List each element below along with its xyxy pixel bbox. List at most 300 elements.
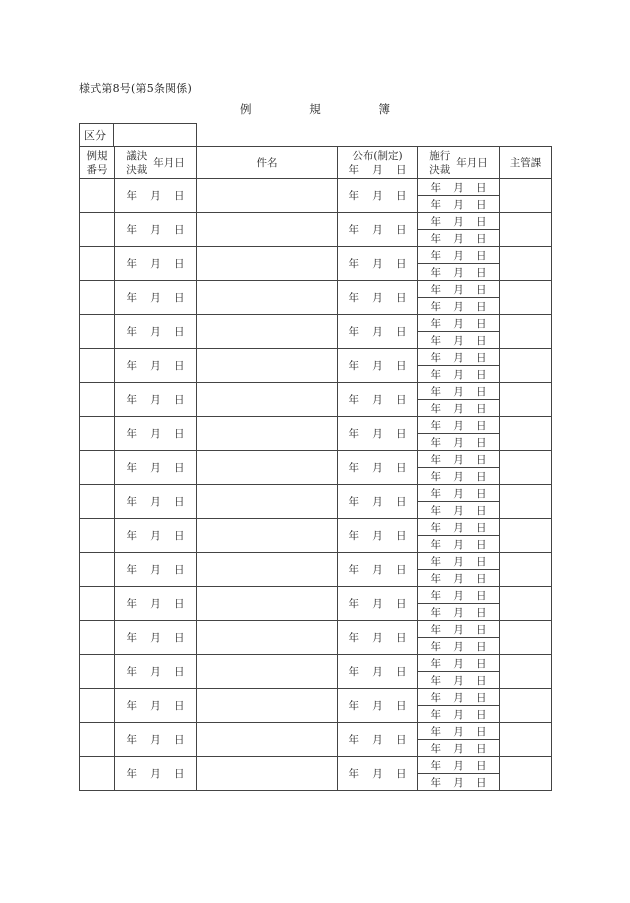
enforcement-date-cell-1[interactable] [418,281,500,298]
decision-date-cell[interactable] [115,417,197,451]
month-char: 月 [150,258,161,270]
day-char: 日 [396,258,407,270]
enforcement-date-cell-1[interactable] [418,723,500,740]
date-placeholder [431,741,487,756]
decision-date-cell[interactable] [115,553,197,587]
month-char: 月 [453,351,464,364]
decision-date-cell[interactable] [115,723,197,757]
number-cell[interactable] [80,315,115,349]
date-placeholder [431,282,487,297]
date-placeholder [431,180,487,195]
day-char: 日 [476,402,487,415]
month-char: 月 [453,368,464,381]
number-cell[interactable] [80,281,115,315]
publication-date-cell[interactable] [338,451,418,485]
year-char: 年 [430,181,441,194]
year-char: 年 [126,768,137,780]
number-cell[interactable] [80,757,115,791]
date-placeholder [431,248,487,263]
subject-cell[interactable] [197,519,338,553]
date-placeholder [431,520,487,535]
number-cell[interactable] [80,587,115,621]
month-char: 月 [372,496,383,508]
day-char: 日 [476,521,487,534]
year-char: 年 [430,419,441,432]
enforcement-date-cell-1[interactable] [418,519,500,536]
subject-cell[interactable] [197,485,338,519]
year-char: 年 [430,334,441,347]
kubun-value-cell[interactable] [114,124,197,147]
day-char: 日 [476,385,487,398]
year-char: 年 [126,632,137,644]
enforcement-date-cell-1[interactable] [418,485,500,502]
number-cell[interactable] [80,485,115,519]
enforcement-date-cell-2[interactable] [418,332,500,349]
year-char: 年 [430,572,441,585]
date-placeholder [349,664,407,679]
month-char: 月 [150,224,161,236]
day-char: 日 [476,538,487,551]
day-char: 日 [476,266,487,279]
decision-date-cell[interactable] [115,621,197,655]
subject-cell[interactable] [197,451,338,485]
month-char: 月 [150,768,161,780]
decision-date-cell[interactable] [115,587,197,621]
header-decision-line2: 決裁 [126,163,148,176]
day-char: 日 [476,368,487,381]
month-char: 月 [372,700,383,712]
subject-cell[interactable] [197,349,338,383]
enforcement-date-cell-2[interactable] [418,536,500,553]
year-char: 年 [348,428,359,440]
date-placeholder [431,639,487,654]
date-placeholder [127,324,185,339]
enforcement-date-cell-2[interactable] [418,604,500,621]
month-char: 月 [150,360,161,372]
enforcement-date-cell-1[interactable] [418,383,500,400]
month-char: 月 [453,453,464,466]
month-char: 月 [453,317,464,330]
month-char: 月 [372,768,383,780]
day-char: 日 [396,462,407,474]
year-char: 年 [348,258,359,270]
dept-cell[interactable] [500,723,552,757]
number-cell[interactable] [80,349,115,383]
day-char: 日 [476,453,487,466]
header-publication [338,147,418,179]
doc-title [240,101,390,117]
date-placeholder [349,562,407,577]
enforcement-date-cell-2[interactable] [418,774,500,791]
header-enforcement [418,147,500,179]
date-placeholder [431,656,487,671]
subject-cell[interactable] [197,587,338,621]
date-placeholder [127,664,185,679]
header-enforcement-line1: 施行 [429,149,451,162]
year-char: 年 [126,292,137,304]
month-char: 月 [453,742,464,755]
publication-date-cell[interactable] [338,179,418,213]
year-char: 年 [430,385,441,398]
number-cell[interactable] [80,655,115,689]
year-char: 年 [430,759,441,772]
decision-date-cell[interactable] [115,349,197,383]
subject-cell[interactable] [197,315,338,349]
day-char: 日 [476,657,487,670]
subject-cell[interactable] [197,281,338,315]
day-char: 日 [396,360,407,372]
number-cell[interactable] [80,451,115,485]
ledger-row [80,553,552,570]
enforcement-date-cell-2[interactable] [418,570,500,587]
ledger-row [80,587,552,604]
day-char: 日 [396,224,407,236]
year-char: 年 [430,198,441,211]
date-placeholder [431,673,487,688]
header-publication-date: 年 月 日 [348,163,407,176]
year-char: 年 [430,742,441,755]
year-char: 年 [348,666,359,678]
month-char: 月 [372,666,383,678]
date-placeholder [127,290,185,305]
dept-cell[interactable] [500,315,552,349]
year-char: 年 [348,598,359,610]
year-char: 年 [348,326,359,338]
day-char: 日 [476,215,487,228]
year-char: 年 [126,530,137,542]
dept-cell[interactable] [500,451,552,485]
enforcement-date-cell-2[interactable] [418,264,500,281]
number-cell[interactable] [80,179,115,213]
number-cell[interactable] [80,247,115,281]
subject-cell[interactable] [197,723,338,757]
number-cell[interactable] [80,213,115,247]
ledger-body [80,179,552,791]
year-char: 年 [430,657,441,670]
date-placeholder [431,333,487,348]
day-char: 日 [476,742,487,755]
month-char: 月 [453,759,464,772]
year-char: 年 [348,768,359,780]
header-enforcement-line2: 決裁 [429,163,451,176]
year-char: 年 [430,351,441,364]
number-cell[interactable] [80,383,115,417]
decision-date-cell[interactable] [115,689,197,723]
enforcement-date-cell-1[interactable] [418,451,500,468]
decision-date-cell[interactable] [115,383,197,417]
year-char: 年 [430,402,441,415]
number-cell[interactable] [80,689,115,723]
year-char: 年 [430,776,441,789]
date-placeholder [349,290,407,305]
month-char: 月 [453,470,464,483]
day-char: 日 [174,632,185,644]
regulation-ledger-table [79,146,552,791]
enforcement-date-cell-2[interactable] [418,638,500,655]
subject-cell[interactable] [197,553,338,587]
date-placeholder [431,214,487,229]
decision-date-cell[interactable] [115,451,197,485]
subject-cell[interactable] [197,417,338,451]
dept-cell[interactable] [500,621,552,655]
date-placeholder [431,418,487,433]
year-char: 年 [126,326,137,338]
header-publication-label: 公布(制定) [352,149,403,162]
day-char: 日 [174,394,185,406]
dept-cell[interactable] [500,417,552,451]
year-char: 年 [430,623,441,636]
month-char: 月 [372,326,383,338]
dept-cell[interactable] [500,655,552,689]
date-placeholder [431,401,487,416]
date-placeholder [349,596,407,611]
enforcement-date-cell-1[interactable] [418,247,500,264]
enforcement-date-cell-1[interactable] [418,689,500,706]
month-char: 月 [150,632,161,644]
year-char: 年 [430,283,441,296]
publication-date-cell[interactable] [338,757,418,791]
day-char: 日 [396,768,407,780]
year-char: 年 [430,317,441,330]
month-char: 月 [453,198,464,211]
decision-date-cell[interactable] [115,315,197,349]
month-char: 月 [372,394,383,406]
subject-cell[interactable] [197,383,338,417]
year-char: 年 [126,734,137,746]
dept-cell[interactable] [500,179,552,213]
date-placeholder [349,494,407,509]
publication-date-cell[interactable] [338,417,418,451]
publication-date-cell[interactable] [338,587,418,621]
month-char: 月 [150,326,161,338]
date-placeholder [431,231,487,246]
enforcement-date-cell-1[interactable] [418,757,500,774]
day-char: 日 [174,598,185,610]
date-placeholder [349,460,407,475]
number-cell[interactable] [80,621,115,655]
publication-date-cell[interactable] [338,281,418,315]
dept-cell[interactable] [500,587,552,621]
day-char: 日 [174,326,185,338]
day-char: 日 [396,496,407,508]
enforcement-date-cell-2[interactable] [418,434,500,451]
dept-cell[interactable] [500,757,552,791]
date-placeholder [431,605,487,620]
month-char: 月 [453,283,464,296]
date-placeholder [127,528,185,543]
day-char: 日 [476,419,487,432]
dept-cell[interactable] [500,485,552,519]
year-char: 年 [126,394,137,406]
subject-cell[interactable] [197,247,338,281]
year-char: 年 [348,496,359,508]
publication-date-cell[interactable] [338,655,418,689]
dept-cell[interactable] [500,281,552,315]
day-char: 日 [476,487,487,500]
dept-cell[interactable] [500,383,552,417]
dept-cell[interactable] [500,247,552,281]
header-number [80,147,115,179]
publication-date-cell[interactable] [338,383,418,417]
day-char: 日 [174,190,185,202]
month-char: 月 [150,530,161,542]
decision-date-cell[interactable] [115,247,197,281]
day-char: 日 [476,504,487,517]
year-char: 年 [126,564,137,576]
month-char: 月 [453,215,464,228]
date-placeholder [127,392,185,407]
date-placeholder [431,452,487,467]
month-char: 月 [150,564,161,576]
enforcement-date-cell-1[interactable] [418,213,500,230]
ledger-row [80,213,552,230]
year-char: 年 [348,734,359,746]
decision-date-cell[interactable] [115,519,197,553]
date-placeholder [431,724,487,739]
day-char: 日 [476,606,487,619]
decision-date-cell[interactable] [115,655,197,689]
date-placeholder [127,426,185,441]
month-char: 月 [453,555,464,568]
date-placeholder [349,630,407,645]
enforcement-date-cell-2[interactable] [418,672,500,689]
header-decision-date: 年月日 [153,156,185,169]
ledger-row [80,655,552,672]
month-char: 月 [150,394,161,406]
subject-cell[interactable] [197,179,338,213]
date-placeholder [127,222,185,237]
header-dept: 主管課 [500,147,552,179]
day-char: 日 [174,530,185,542]
day-char: 日 [476,640,487,653]
number-cell[interactable] [80,417,115,451]
day-char: 日 [476,555,487,568]
publication-date-cell[interactable] [338,519,418,553]
publication-date-cell[interactable] [338,689,418,723]
enforcement-date-cell-2[interactable] [418,502,500,519]
date-placeholder [431,758,487,773]
month-char: 月 [372,462,383,474]
month-char: 月 [150,700,161,712]
decision-date-cell[interactable] [115,485,197,519]
day-char: 日 [476,181,487,194]
publication-date-cell[interactable] [338,213,418,247]
enforcement-date-cell-1[interactable] [418,349,500,366]
enforcement-date-cell-1[interactable] [418,621,500,638]
dept-cell[interactable] [500,349,552,383]
month-char: 月 [372,632,383,644]
enforcement-date-cell-2[interactable] [418,230,500,247]
day-char: 日 [396,326,407,338]
month-char: 月 [453,436,464,449]
dept-cell[interactable] [500,553,552,587]
publication-date-cell[interactable] [338,553,418,587]
enforcement-date-cell-2[interactable] [418,366,500,383]
publication-date-cell[interactable] [338,485,418,519]
enforcement-date-cell-2[interactable] [418,468,500,485]
month-char: 月 [453,674,464,687]
enforcement-date-cell-1[interactable] [418,179,500,196]
date-placeholder [349,188,407,203]
enforcement-date-cell-2[interactable] [418,196,500,213]
year-char: 年 [430,249,441,262]
subject-cell[interactable] [197,757,338,791]
year-char: 年 [430,691,441,704]
ledger-row [80,349,552,366]
date-placeholder [431,503,487,518]
date-placeholder [349,528,407,543]
decision-date-cell[interactable] [115,757,197,791]
publication-date-cell[interactable] [338,315,418,349]
ledger-row [80,417,552,434]
day-char: 日 [476,691,487,704]
day-char: 日 [476,708,487,721]
year-char: 年 [348,632,359,644]
year-char: 年 [126,428,137,440]
subject-cell[interactable] [197,689,338,723]
month-char: 月 [150,598,161,610]
enforcement-date-cell-2[interactable] [418,400,500,417]
enforcement-date-cell-2[interactable] [418,706,500,723]
enforcement-date-cell-1[interactable] [418,553,500,570]
day-char: 日 [476,249,487,262]
enforcement-date-cell-2[interactable] [418,740,500,757]
subject-cell[interactable] [197,213,338,247]
day-char: 日 [396,530,407,542]
dept-cell[interactable] [500,689,552,723]
day-char: 日 [476,470,487,483]
dept-cell[interactable] [500,519,552,553]
publication-date-cell[interactable] [338,723,418,757]
number-cell[interactable] [80,723,115,757]
date-placeholder [431,588,487,603]
date-placeholder [127,494,185,509]
publication-date-cell[interactable] [338,621,418,655]
month-char: 月 [453,691,464,704]
enforcement-date-cell-1[interactable] [418,655,500,672]
decision-date-cell[interactable] [115,179,197,213]
subject-cell[interactable] [197,621,338,655]
publication-date-cell[interactable] [338,247,418,281]
publication-date-cell[interactable] [338,349,418,383]
number-cell[interactable] [80,553,115,587]
year-char: 年 [430,487,441,500]
enforcement-date-cell-1[interactable] [418,417,500,434]
subject-cell[interactable] [197,655,338,689]
day-char: 日 [174,258,185,270]
enforcement-date-cell-2[interactable] [418,298,500,315]
date-placeholder [431,197,487,212]
enforcement-date-cell-1[interactable] [418,315,500,332]
year-char: 年 [430,215,441,228]
year-char: 年 [430,300,441,313]
year-char: 年 [430,589,441,602]
decision-date-cell[interactable] [115,281,197,315]
month-char: 月 [372,598,383,610]
day-char: 日 [476,589,487,602]
ledger-row [80,757,552,774]
enforcement-date-cell-1[interactable] [418,587,500,604]
date-placeholder [431,554,487,569]
year-char: 年 [430,538,441,551]
decision-date-cell[interactable] [115,213,197,247]
dept-cell[interactable] [500,213,552,247]
day-char: 日 [476,351,487,364]
month-char: 月 [150,734,161,746]
number-cell[interactable] [80,519,115,553]
month-char: 月 [453,181,464,194]
year-char: 年 [126,598,137,610]
